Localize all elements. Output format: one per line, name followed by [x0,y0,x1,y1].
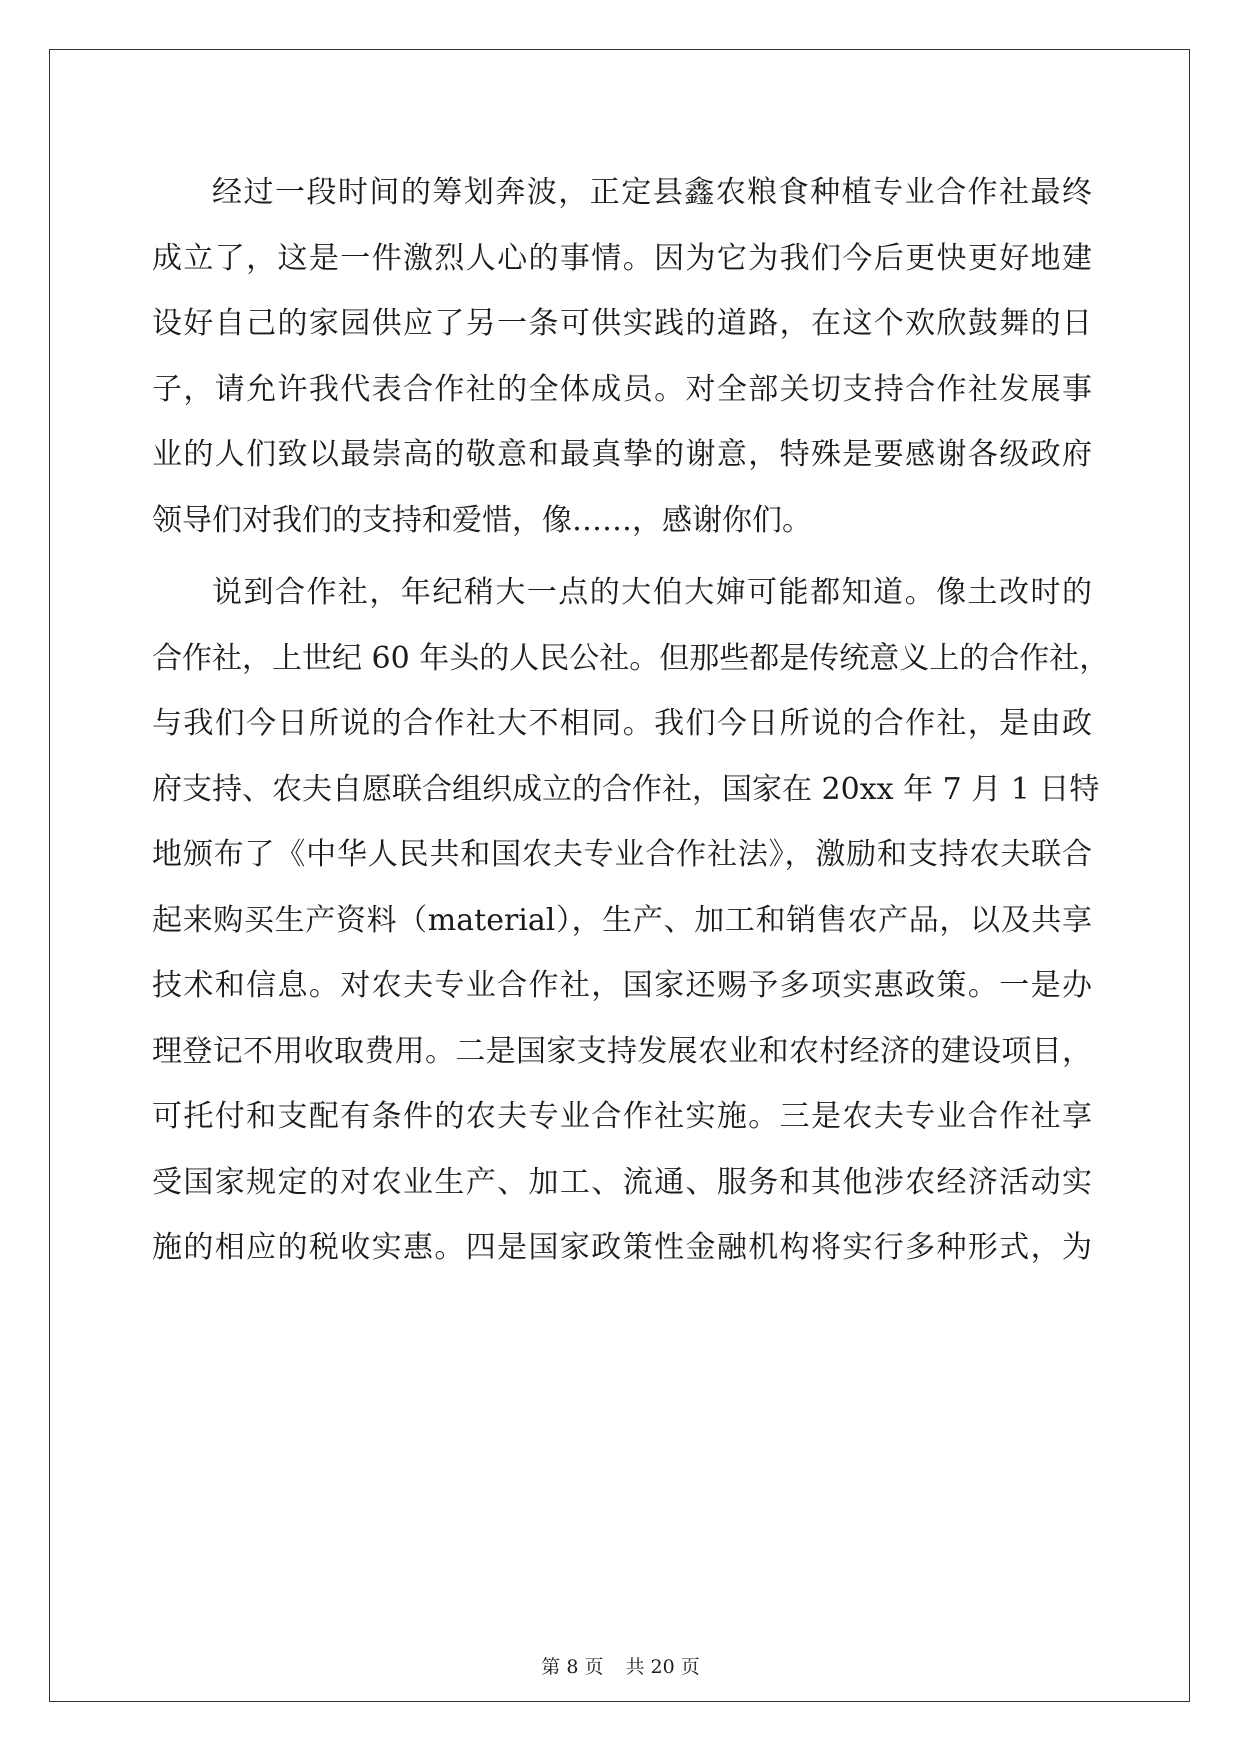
paragraph-1-line: 经过一段时间的筹划奔波，正定县鑫农粮食种植专业合作社最终 [212,175,1092,210]
paragraph-2-line: 地颁布了《中华人民共和国农夫专业合作社法》，激励和支持农夫联合 [152,837,1092,872]
page-footer [0,1652,1241,1679]
paragraph-2-line: 施的相应的税收实惠。四是国家政策性金融机构将实行多种形式，为 [152,1230,1092,1265]
paragraph-1-line: 领导们对我们的支持和爱惜，像……，感谢你们。 [152,502,812,538]
paragraph-2-line: 说到合作社，年纪稍大一点的大伯大婶可能都知道。像土改时的 [212,575,1092,610]
paragraph-2-line: 受国家规定的对农业生产、加工、流通、服务和其他涉农经济活动实 [152,1164,1092,1200]
paragraph-2-line: 起来购买生产资料（material），生产、加工和销售农产品，以及共享 [152,902,1092,938]
paragraph-2-line: 技术和信息。对农夫专业合作社，国家还赐予多项实惠政策。一是办 [152,968,1092,1003]
page-total: 共 20 页 [625,1656,700,1678]
paragraph-1-line: 成立了，这是一件激烈人心的事情。因为它为我们今后更快更好地建 [152,240,1092,276]
paragraph-1-line: 业的人们致以最崇高的敬意和最真挚的谢意，特殊是要感谢各级政府 [152,437,1092,472]
document-body [152,160,1110,1281]
paragraph-2-line: 与我们今日所说的合作社大不相同。我们今日所说的合作社，是由政 [152,706,1092,741]
paragraph-1-line: 设好自己的家园供应了另一条可供实践的道路，在这个欢欣鼓舞的日 [152,306,1092,341]
paragraph-1-line: 子，请允许我代表合作社的全体成员。对全部关切支持合作社发展事 [152,371,1092,407]
paragraph-2-line: 可托付和支配有条件的农夫专业合作社实施。三是农夫专业合作社享 [152,1099,1092,1134]
paragraph-2-line: 府支持、农夫自愿联合组织成立的合作社，国家在 20xx 年 7 月 1 日特 [152,771,1100,807]
paragraph-2-line: 合作社，上世纪 60 年头的人民公社。但那些都是传统意义上的合作社， [152,640,1110,676]
page-number: 第 8 页 [541,1656,604,1678]
paragraph-2-line: 理登记不用收取费用。二是国家支持发展农业和农村经济的建设项目， [152,1033,1092,1069]
